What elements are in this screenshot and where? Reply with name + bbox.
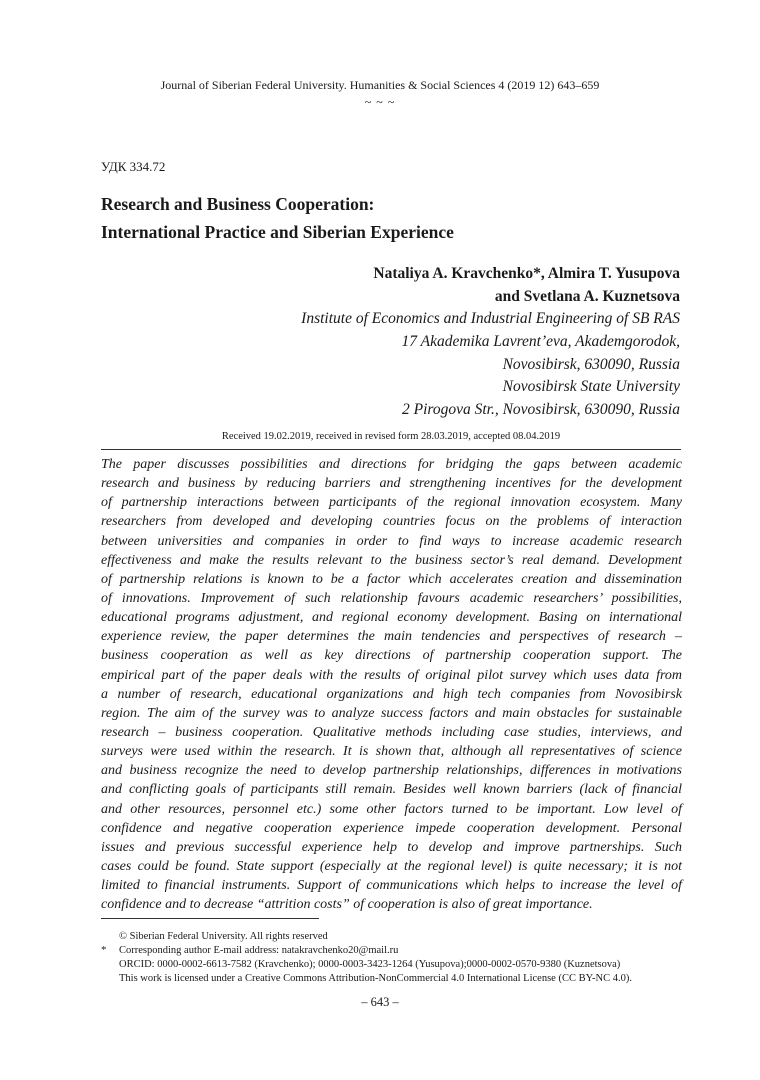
abstract-line: limited to financial instruments. Support of communications which helps to increase the level of [101, 878, 682, 894]
authors-line-2: and Svetlana A. Kuznetsova [494, 288, 680, 305]
abstract-line: and business recognize the need to develop partnership relationships, differences in motivations [101, 763, 682, 779]
affiliation-line: 17 Akademika Lavrent’eva, Akademgorodok, [401, 332, 680, 350]
abstract-line: confidence and to decrease “attrition costs” of cooperation is also of great importance. [101, 897, 593, 913]
abstract-line: surveys were used within the research. It is shown that, although all representatives of science [101, 744, 682, 760]
footnote-divider [101, 918, 319, 919]
abstract-line: confidence and negative cooperation experience impede cooperation development. Personal [101, 820, 682, 836]
abstract-line: between universities and companies in order to find ways to increase academic research [101, 533, 682, 549]
abstract-line: issues and previous successful experience help to develop and improve partnerships. Such [101, 839, 682, 855]
abstract-line: of partnership interactions between participants of the regional innovation ecosystem. Many [101, 495, 682, 511]
affiliation-line: Novosibirsk, 630090, Russia [502, 355, 680, 373]
title-line-2: International Practice and Siberian Experience [101, 222, 454, 242]
abstract-line: and other resources, personnel etc.) some other factors turned to be important. Low level of [101, 801, 682, 817]
abstract-line: cases could be found. State support (especially at the regional level) is quite necessary; it is not [101, 858, 682, 874]
abstract-line: business cooperation as well as key directions of partnership cooperation support. The [101, 648, 682, 664]
affiliation-line: Novosibirsk State University [502, 378, 680, 396]
abstract-line: effectiveness and make the results relevant to the business sector’s real demand. Development [101, 552, 682, 568]
article-title [101, 190, 681, 246]
authors [373, 262, 680, 308]
license-note: This work is licensed under a Creative Commons Attribution-NonCommercial 4.0 International License (CC BY-NC 4.0). [119, 973, 632, 984]
abstract-line: empirical part of the paper deals with the results of original pilot survey which uses data from [101, 667, 682, 683]
copyright-note: © Siberian Federal University. All rights reserved [119, 931, 328, 942]
abstract-line: experience review, the paper determines the main tendencies and perspectives of research – [101, 629, 682, 645]
abstract-line: research – business cooperation. Qualitative methods including case studies, interviews, and [101, 724, 682, 740]
orcid-note: ORCID: 0000-0002-6613-7582 (Kravchenko); 0000-0003-3423-1264 (Yusupova);0000-0002-0570-9380 (Kuznetsova) [119, 959, 621, 970]
abstract-line: research and business by reducing barriers and strengthening incentives for the development [101, 476, 682, 492]
corresponding-author-note: Corresponding author E-mail address: natakravchenko20@mail.ru [119, 945, 399, 956]
title-line-1: Research and Business Cooperation: [101, 194, 375, 214]
divider [101, 449, 681, 450]
affiliation-line: 2 Pirogova Str., Novosibirsk, 630090, Russia [401, 401, 680, 419]
abstract-line: of innovations. Improvement of such relationship favours academic researchers’ possibilities, [101, 590, 682, 606]
abstract-line: of partnership relations is known to be a factor which accelerates creation and dissemination [101, 571, 682, 587]
abstract [101, 455, 682, 914]
header-ornament: ~ ~ ~ [364, 95, 396, 109]
received-dates: Received 19.02.2019, received in revised form 28.03.2019, accepted 08.04.2019 [221, 431, 561, 442]
affiliation [301, 308, 680, 422]
abstract-line: researchers from developed and developing countries focus on the problems of interaction [101, 514, 682, 530]
abstract-line: a number of research, educational organizations and high tech companies from Novosibirsk [101, 686, 682, 702]
abstract-line: The paper discusses possibilities and directions for bridging the gaps between academic [101, 457, 682, 472]
abstract-line: region. The aim of the survey was to analyze success factors and main obstacles for sustainable [101, 705, 682, 721]
journal-header: Journal of Siberian Federal University. Humanities & Social Sciences 4 (2019 12) 643–659 [160, 78, 600, 92]
footnote-marker: * [101, 944, 107, 956]
abstract-line: educational programs adjustment, and regional economy development. Basing on international [101, 610, 682, 626]
udk-code: УДК 334.72 [101, 159, 166, 174]
affiliation-line: Institute of Economics and Industrial Engineering of SB RAS [301, 310, 680, 327]
authors-line-1: Nataliya A. Kravchenko*, Almira T. Yusupova [373, 265, 680, 282]
page-number: – 643 – [361, 995, 399, 1009]
abstract-line: and conflicting goals of participants still remain. Besides well known barriers (lack of financial [101, 782, 682, 798]
